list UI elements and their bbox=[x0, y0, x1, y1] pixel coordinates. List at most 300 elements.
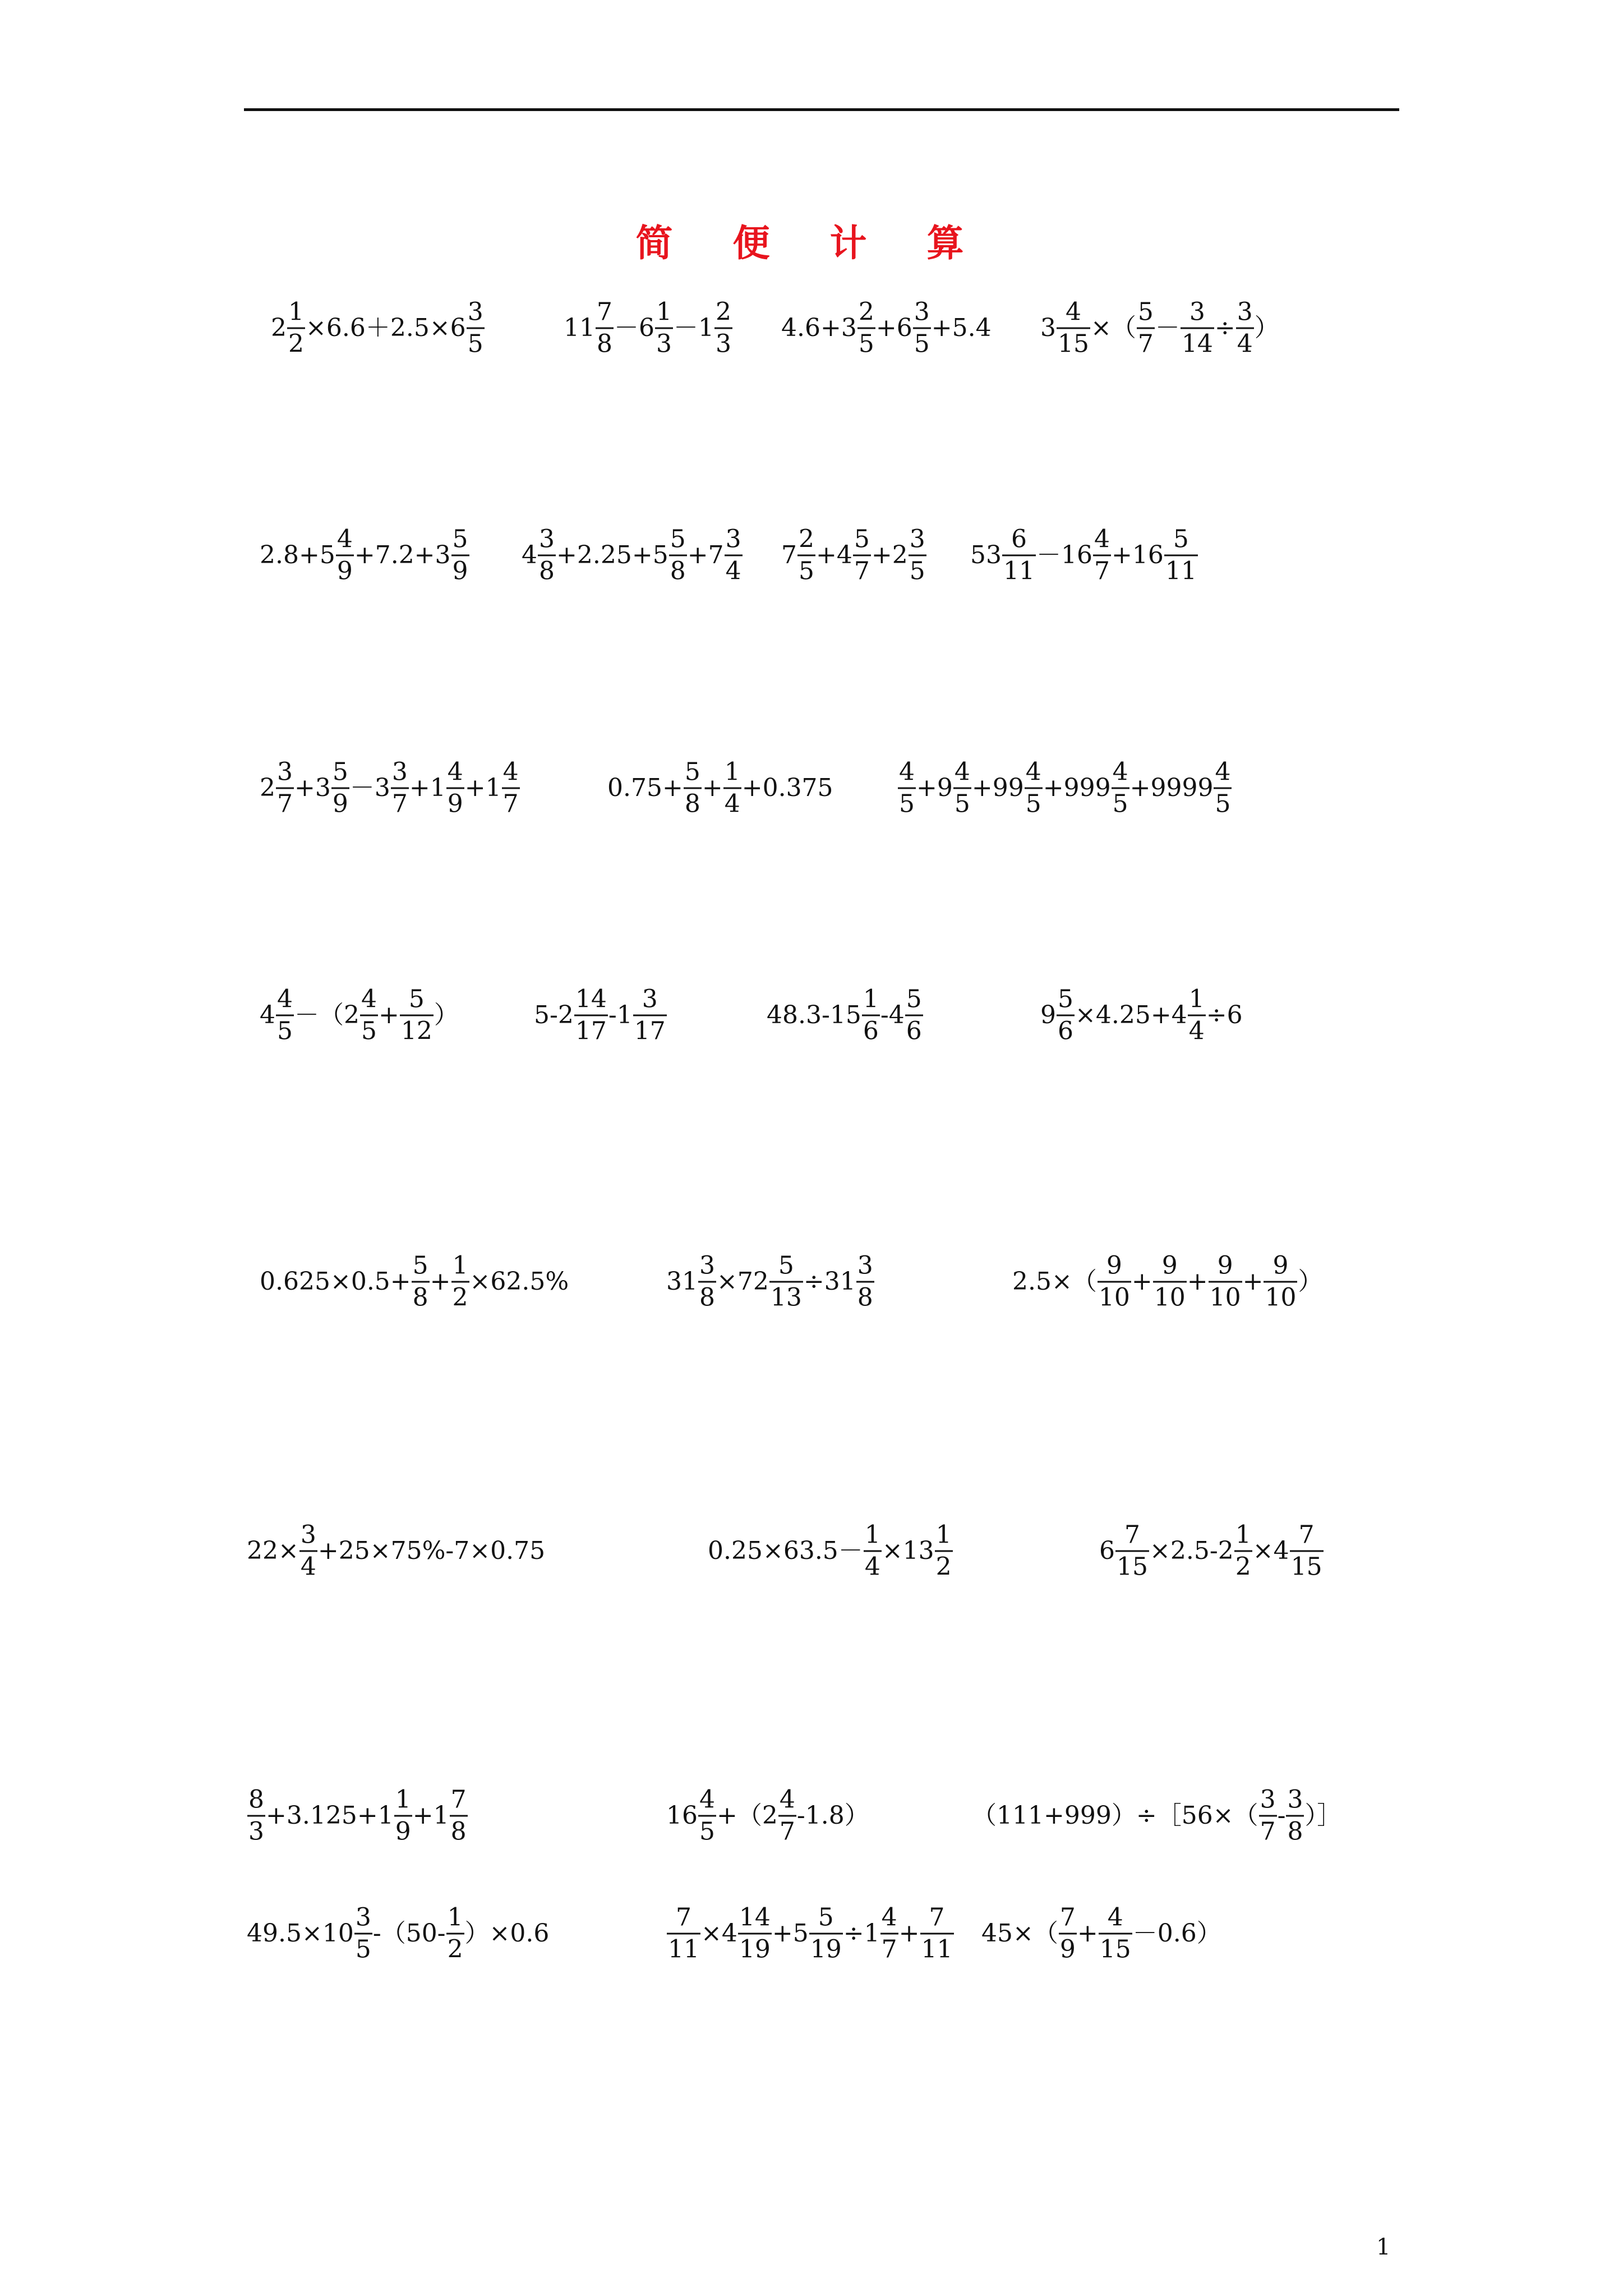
denominator: 4 bbox=[1236, 328, 1254, 357]
fraction bbox=[898, 757, 916, 818]
numerator: 3 bbox=[1287, 1785, 1303, 1814]
expression-text: +5 bbox=[772, 1919, 809, 1948]
numerator: 2 bbox=[799, 524, 814, 554]
fraction bbox=[451, 524, 469, 586]
expression-text: +5.4 bbox=[931, 314, 992, 342]
denominator: 5 bbox=[797, 555, 815, 584]
denominator: 14 bbox=[1181, 328, 1214, 357]
fraction bbox=[1115, 1520, 1149, 1581]
expression-text: 2 bbox=[271, 314, 287, 342]
expression-text: （111+999）÷［56×（ bbox=[972, 1801, 1258, 1830]
header-rule bbox=[244, 108, 1399, 111]
numerator: 5 bbox=[408, 984, 425, 1014]
numerator: 5 bbox=[1137, 297, 1154, 326]
numerator: 3 bbox=[909, 524, 925, 554]
expression-text: +9999 bbox=[1129, 774, 1214, 802]
expression-text: 11 bbox=[564, 314, 595, 342]
denominator: 7 bbox=[391, 788, 409, 817]
expression-text: +（2 bbox=[717, 1801, 778, 1830]
fraction bbox=[502, 757, 520, 818]
denominator: 11 bbox=[1002, 555, 1036, 584]
expression-text: ×72 bbox=[717, 1267, 769, 1296]
denominator: 11 bbox=[667, 1933, 700, 1962]
numerator: 5 bbox=[684, 757, 700, 786]
fraction bbox=[336, 524, 354, 586]
problem-5 bbox=[260, 524, 470, 586]
numerator: 9 bbox=[1161, 1251, 1178, 1280]
expression-text: +7 bbox=[687, 541, 724, 569]
expression-text: 5-2 bbox=[534, 1001, 574, 1029]
expression-text: ÷1 bbox=[843, 1919, 880, 1948]
expression-text: 0.625×0.5+ bbox=[260, 1267, 411, 1296]
numerator: 1 bbox=[935, 1520, 952, 1549]
expression-text: +0.375 bbox=[741, 774, 833, 802]
expression-text: 45×（ bbox=[981, 1919, 1058, 1948]
fraction bbox=[633, 984, 667, 1046]
denominator: 5 bbox=[698, 1815, 716, 1844]
problem-16 bbox=[260, 1251, 569, 1312]
expression-text: 48.3-15 bbox=[767, 1001, 861, 1029]
denominator: 8 bbox=[684, 788, 702, 817]
problem-2 bbox=[564, 297, 733, 358]
fraction bbox=[1234, 1520, 1252, 1581]
denominator: 10 bbox=[1209, 1281, 1242, 1310]
expression-text: ×62.5% bbox=[469, 1267, 569, 1296]
fraction bbox=[247, 1785, 265, 1846]
numerator: 7 bbox=[1298, 1520, 1315, 1549]
expression-text: +4 bbox=[816, 541, 852, 569]
numerator: 1 bbox=[656, 297, 672, 326]
problem-10 bbox=[607, 757, 833, 818]
denominator: 15 bbox=[1115, 1550, 1149, 1580]
denominator: 15 bbox=[1099, 1933, 1132, 1962]
denominator: 8 bbox=[669, 555, 687, 584]
denominator: 17 bbox=[633, 1015, 667, 1044]
expression-text: + bbox=[379, 1001, 399, 1029]
fraction bbox=[864, 1520, 882, 1581]
expression-text: 2 bbox=[260, 774, 275, 802]
expression-text: 4 bbox=[260, 1001, 275, 1029]
denominator: 5 bbox=[467, 328, 485, 357]
problem-23 bbox=[666, 1785, 869, 1846]
denominator: 12 bbox=[400, 1015, 434, 1044]
denominator: 2 bbox=[451, 1281, 469, 1310]
numerator: 7 bbox=[597, 297, 612, 326]
denominator: 7 bbox=[1259, 1815, 1277, 1844]
expression-text: ×4 bbox=[1252, 1536, 1289, 1565]
expression-text: －（2 bbox=[294, 1001, 359, 1029]
denominator: 7 bbox=[1093, 555, 1111, 584]
expression-text: 9 bbox=[1040, 1001, 1056, 1029]
expression-text: ÷6 bbox=[1206, 1001, 1243, 1029]
fraction bbox=[905, 984, 923, 1046]
denominator: 7 bbox=[778, 1815, 796, 1844]
problem-8 bbox=[970, 524, 1198, 586]
numerator: 1 bbox=[864, 1520, 880, 1549]
fraction bbox=[935, 1520, 953, 1581]
numerator: 5 bbox=[906, 984, 922, 1014]
denominator: 5 bbox=[857, 328, 875, 357]
fraction bbox=[596, 297, 614, 358]
numerator: 7 bbox=[1059, 1903, 1076, 1932]
expression-text: 22× bbox=[247, 1536, 299, 1565]
fraction bbox=[856, 1251, 874, 1312]
problem-1 bbox=[271, 297, 485, 358]
fraction bbox=[287, 297, 305, 358]
denominator: 7 bbox=[853, 555, 871, 584]
expression-text: +3.125+1 bbox=[266, 1801, 394, 1830]
numerator: 4 bbox=[277, 984, 293, 1014]
fraction bbox=[331, 757, 349, 818]
fraction bbox=[913, 297, 931, 358]
problem-19 bbox=[247, 1520, 546, 1581]
problem-12 bbox=[260, 984, 459, 1046]
expression-text: - bbox=[1277, 1801, 1286, 1830]
problem-25 bbox=[247, 1903, 550, 1964]
expression-text: 0.75+ bbox=[607, 774, 683, 802]
numerator: 5 bbox=[412, 1251, 428, 1280]
numerator: 9 bbox=[1217, 1251, 1233, 1280]
numerator: 5 bbox=[1173, 524, 1189, 554]
denominator: 5 bbox=[1112, 788, 1129, 817]
expression-text: － bbox=[1155, 314, 1180, 342]
denominator: 3 bbox=[247, 1815, 265, 1844]
expression-text: 6 bbox=[1099, 1536, 1115, 1565]
denominator: 9 bbox=[1059, 1933, 1077, 1962]
numerator: 1 bbox=[447, 1903, 463, 1932]
denominator: 8 bbox=[596, 328, 614, 357]
problem-13 bbox=[534, 984, 667, 1046]
numerator: 4 bbox=[361, 984, 377, 1014]
denominator: 6 bbox=[862, 1015, 880, 1044]
expression-text: ） bbox=[1298, 1267, 1323, 1296]
numerator: 7 bbox=[450, 1785, 467, 1814]
numerator: 4 bbox=[502, 757, 519, 786]
fraction bbox=[1153, 1251, 1187, 1312]
denominator: 5 bbox=[360, 1015, 378, 1044]
denominator: 7 bbox=[880, 1933, 898, 1962]
numerator: 3 bbox=[300, 1520, 316, 1549]
denominator: 4 bbox=[1188, 1015, 1206, 1044]
expression-text: 16 bbox=[666, 1801, 698, 1830]
denominator: 19 bbox=[738, 1933, 772, 1962]
fraction bbox=[412, 1251, 430, 1312]
numerator: 3 bbox=[1237, 297, 1253, 326]
denominator: 9 bbox=[451, 555, 469, 584]
numerator: 9 bbox=[1106, 1251, 1122, 1280]
numerator: 1 bbox=[288, 297, 304, 326]
fraction bbox=[1264, 1251, 1297, 1312]
numerator: 14 bbox=[739, 1903, 771, 1932]
denominator: 8 bbox=[1286, 1815, 1304, 1844]
denominator: 7 bbox=[1137, 328, 1155, 357]
denominator: 17 bbox=[574, 1015, 608, 1044]
denominator: 8 bbox=[856, 1281, 874, 1310]
expression-text: +7.2+3 bbox=[354, 541, 451, 569]
denominator: 5 bbox=[1025, 788, 1043, 817]
fraction bbox=[538, 524, 556, 586]
expression-text: +6 bbox=[875, 314, 912, 342]
denominator: 4 bbox=[725, 555, 743, 584]
numerator: 1 bbox=[863, 984, 879, 1014]
numerator: 5 bbox=[854, 524, 870, 554]
expression-text: ） bbox=[434, 1001, 459, 1029]
denominator: 11 bbox=[1164, 555, 1198, 584]
numerator: 14 bbox=[575, 984, 607, 1014]
fraction bbox=[451, 1251, 469, 1312]
expression-text: ×（ bbox=[1091, 314, 1136, 342]
numerator: 7 bbox=[929, 1903, 945, 1932]
fraction bbox=[738, 1903, 772, 1964]
fraction bbox=[1059, 1903, 1077, 1964]
expression-text: －3 bbox=[349, 774, 390, 802]
fraction bbox=[1137, 297, 1155, 358]
fraction bbox=[723, 757, 741, 818]
numerator: 3 bbox=[391, 757, 408, 786]
denominator: 9 bbox=[336, 555, 354, 584]
fraction bbox=[1025, 757, 1043, 818]
problem-14 bbox=[767, 984, 924, 1046]
expression-text: ×13 bbox=[882, 1536, 934, 1565]
numerator: 4 bbox=[881, 1903, 897, 1932]
numerator: 5 bbox=[818, 1903, 834, 1932]
denominator: 4 bbox=[723, 788, 741, 817]
expression-text: ×4.25+4 bbox=[1075, 1001, 1187, 1029]
expression-text: -1 bbox=[608, 1001, 633, 1029]
numerator: 4 bbox=[336, 524, 353, 554]
problem-3 bbox=[781, 297, 992, 358]
expression-text: 53 bbox=[970, 541, 1002, 569]
expression-text: ）×0.6 bbox=[464, 1919, 550, 1948]
fraction bbox=[1112, 757, 1129, 818]
fraction bbox=[1286, 1785, 1304, 1846]
expression-text: ×2.5-2 bbox=[1150, 1536, 1234, 1565]
expression-text: 2.8+5 bbox=[260, 541, 335, 569]
numerator: 3 bbox=[277, 757, 293, 786]
numerator: 4 bbox=[1025, 757, 1041, 786]
expression-text: ÷31 bbox=[803, 1267, 856, 1296]
expression-text: ×4 bbox=[701, 1919, 737, 1948]
problem-20 bbox=[708, 1520, 953, 1581]
numerator: 2 bbox=[716, 297, 731, 326]
expression-text: －0.6） bbox=[1132, 1919, 1221, 1948]
numerator: 7 bbox=[1124, 1520, 1140, 1549]
expression-text: + bbox=[430, 1267, 451, 1296]
numerator: 3 bbox=[467, 297, 483, 326]
numerator: 3 bbox=[699, 1251, 715, 1280]
fraction bbox=[920, 1903, 954, 1964]
expression-text: －1 bbox=[674, 314, 714, 342]
expression-text: 7 bbox=[781, 541, 797, 569]
fraction bbox=[857, 297, 875, 358]
numerator: 3 bbox=[1189, 297, 1205, 326]
expression-text: 4.6+3 bbox=[781, 314, 857, 342]
fraction bbox=[669, 524, 687, 586]
problem-26 bbox=[666, 1903, 955, 1964]
denominator: 2 bbox=[1234, 1550, 1252, 1580]
expression-text: +99 bbox=[971, 774, 1024, 802]
denominator: 6 bbox=[905, 1015, 923, 1044]
fraction bbox=[769, 1251, 803, 1312]
denominator: 3 bbox=[655, 328, 673, 357]
fraction bbox=[853, 524, 871, 586]
fraction bbox=[809, 1903, 843, 1964]
expression-text: +1 bbox=[464, 774, 501, 802]
numerator: 5 bbox=[452, 524, 468, 554]
fraction bbox=[1209, 1251, 1242, 1312]
expression-text: -（50- bbox=[372, 1919, 446, 1948]
expression-text: 49.5×10 bbox=[247, 1919, 354, 1948]
problem-4 bbox=[1040, 297, 1279, 358]
fraction bbox=[360, 984, 378, 1046]
fraction bbox=[862, 984, 880, 1046]
denominator: 10 bbox=[1264, 1281, 1297, 1310]
numerator: 1 bbox=[452, 1251, 468, 1280]
numerator: 4 bbox=[899, 757, 915, 786]
fraction bbox=[1214, 757, 1232, 818]
expression-text: 31 bbox=[666, 1267, 698, 1296]
fraction bbox=[684, 757, 702, 818]
fraction bbox=[400, 984, 434, 1046]
denominator: 5 bbox=[953, 788, 971, 817]
fraction bbox=[698, 1785, 716, 1846]
expression-text: + bbox=[1131, 1267, 1152, 1296]
fraction bbox=[467, 297, 485, 358]
numerator: 6 bbox=[1011, 524, 1027, 554]
expression-text: +999 bbox=[1043, 774, 1111, 802]
numerator: 3 bbox=[857, 1251, 873, 1280]
expression-text: －16 bbox=[1036, 541, 1092, 569]
numerator: 3 bbox=[1260, 1785, 1276, 1814]
denominator: 9 bbox=[394, 1815, 412, 1844]
expression-text: + bbox=[1077, 1919, 1098, 1948]
numerator: 3 bbox=[355, 1903, 371, 1932]
numerator: 5 bbox=[778, 1251, 794, 1280]
expression-text: +25×75%-7×0.75 bbox=[317, 1536, 546, 1565]
numerator: 5 bbox=[670, 524, 686, 554]
fraction bbox=[1290, 1520, 1324, 1581]
numerator: 4 bbox=[1107, 1903, 1123, 1932]
denominator: 5 bbox=[354, 1933, 372, 1962]
fraction bbox=[276, 984, 294, 1046]
denominator: 4 bbox=[864, 1550, 882, 1580]
page-title: 简 便 计 算 bbox=[635, 222, 988, 265]
denominator: 2 bbox=[287, 328, 305, 357]
fraction bbox=[299, 1520, 317, 1581]
numerator: 4 bbox=[1215, 757, 1231, 786]
expression-text: +1 bbox=[409, 774, 446, 802]
numerator: 3 bbox=[642, 984, 658, 1014]
expression-text: 0.25×63.5－ bbox=[708, 1536, 863, 1565]
fraction bbox=[667, 1903, 700, 1964]
fraction bbox=[1164, 524, 1198, 586]
expression-text: + bbox=[1242, 1267, 1264, 1296]
denominator: 5 bbox=[909, 555, 926, 584]
fraction bbox=[574, 984, 608, 1046]
problem-9 bbox=[260, 757, 520, 818]
denominator: 10 bbox=[1098, 1281, 1131, 1310]
numerator: 5 bbox=[1058, 984, 1073, 1014]
problem-22 bbox=[247, 1785, 468, 1846]
denominator: 8 bbox=[538, 555, 556, 584]
numerator: 4 bbox=[1112, 757, 1128, 786]
denominator: 6 bbox=[1057, 1015, 1075, 1044]
numerator: 2 bbox=[858, 297, 874, 326]
expression-text: －6 bbox=[614, 314, 654, 342]
problem-27 bbox=[981, 1903, 1221, 1964]
numerator: 4 bbox=[447, 757, 463, 786]
expression-text: ） bbox=[1254, 314, 1279, 342]
denominator: 5 bbox=[898, 788, 916, 817]
numerator: 1 bbox=[724, 757, 740, 786]
numerator: 1 bbox=[395, 1785, 411, 1814]
numerator: 1 bbox=[1235, 1520, 1251, 1549]
fraction bbox=[354, 1903, 372, 1964]
expression-text: + bbox=[1187, 1267, 1208, 1296]
expression-text: 3 bbox=[1040, 314, 1056, 342]
fraction bbox=[797, 524, 815, 586]
expression-text: +9 bbox=[916, 774, 953, 802]
fraction bbox=[1093, 524, 1111, 586]
expression-text: 4 bbox=[522, 541, 537, 569]
denominator: 5 bbox=[276, 1015, 294, 1044]
fraction bbox=[446, 1903, 464, 1964]
numerator: 4 bbox=[779, 1785, 795, 1814]
fraction bbox=[1098, 1251, 1131, 1312]
numerator: 5 bbox=[332, 757, 348, 786]
fraction bbox=[394, 1785, 412, 1846]
numerator: 3 bbox=[539, 524, 555, 554]
denominator: 15 bbox=[1057, 328, 1090, 357]
denominator: 7 bbox=[276, 788, 294, 817]
expression-text: +2 bbox=[871, 541, 908, 569]
denominator: 8 bbox=[450, 1815, 468, 1844]
expression-text: +3 bbox=[294, 774, 331, 802]
fraction bbox=[714, 297, 732, 358]
fraction bbox=[778, 1785, 796, 1846]
numerator: 3 bbox=[914, 297, 930, 326]
denominator: 8 bbox=[698, 1281, 716, 1310]
fraction bbox=[698, 1251, 716, 1312]
problem-21 bbox=[1099, 1520, 1324, 1581]
numerator: 9 bbox=[1272, 1251, 1289, 1280]
page-number: 1 bbox=[1376, 2234, 1391, 2260]
problem-11 bbox=[897, 757, 1232, 818]
numerator: 8 bbox=[248, 1785, 264, 1814]
fraction bbox=[1002, 524, 1036, 586]
fraction bbox=[725, 524, 743, 586]
fraction bbox=[1259, 1785, 1277, 1846]
expression-text: + bbox=[898, 1919, 920, 1948]
fraction bbox=[655, 297, 673, 358]
denominator: 2 bbox=[935, 1550, 953, 1580]
fraction bbox=[450, 1785, 468, 1846]
fraction bbox=[1057, 984, 1075, 1046]
expression-text: +16 bbox=[1112, 541, 1164, 569]
fraction bbox=[1236, 297, 1254, 358]
numerator: 4 bbox=[699, 1785, 715, 1814]
fraction bbox=[276, 757, 294, 818]
expression-text: ×6.6＋2.5×6 bbox=[306, 314, 466, 342]
fraction bbox=[1181, 297, 1214, 358]
numerator: 1 bbox=[1188, 984, 1205, 1014]
problem-15 bbox=[1040, 984, 1243, 1046]
denominator: 5 bbox=[1214, 788, 1232, 817]
expression-text: -4 bbox=[880, 1001, 905, 1029]
denominator: 7 bbox=[502, 788, 520, 817]
expression-text: ）］ bbox=[1304, 1801, 1342, 1830]
expression-text: +2.25+5 bbox=[556, 541, 668, 569]
